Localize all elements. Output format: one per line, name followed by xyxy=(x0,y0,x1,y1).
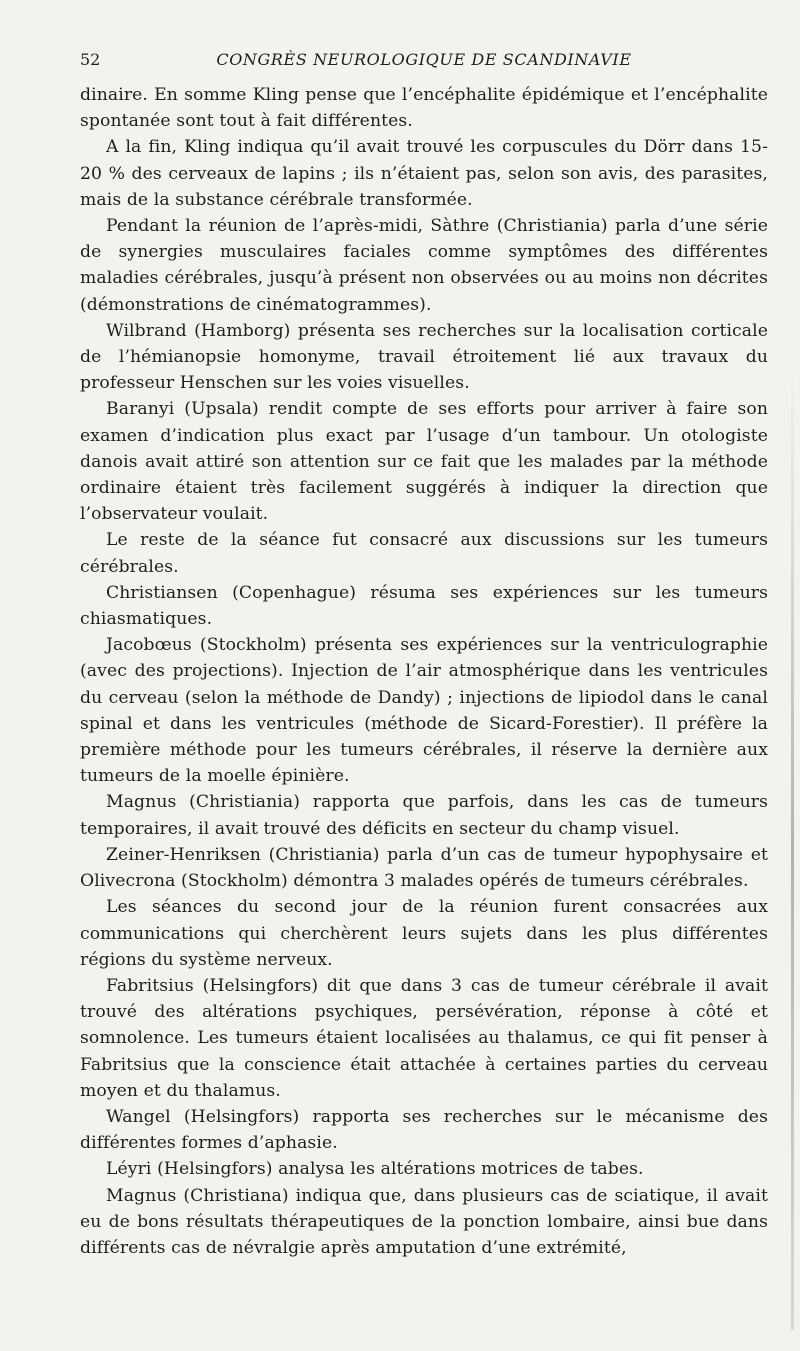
paragraph-leyri: Léyri (Helsingfors) analysa les altérations motrices de tabes. xyxy=(106,1159,644,1180)
body-text xyxy=(80,82,768,1261)
paragraph-christiansen: Christiansen (Copenhague) résuma ses expériences sur les tumeurs chiasmatiques. xyxy=(80,582,768,630)
paragraph-baranyi: Baranyi (Upsala) rendit compte de ses efforts pour arriver à faire son examen d’indication plus exact par l’usage d’un tambour. Un otologiste danois avait attiré son attention sur ce fait que les malades par la méthode ordinaire étaient très facilement suggérés à indiquer la direction que l’observateur voulait. xyxy=(80,399,768,525)
paragraph-magnus-1: Magnus (Christiania) rapporta que parfois, dans les cas de tumeurs temporaires, il avait trouvé des déficits en secteur du champ visuel. xyxy=(80,792,768,839)
paragraph-magnus-2: Magnus (Christiana) indiqua que, dans plusieurs cas de sciatique, il avait eu de bons résultats thérapeutiques de la ponction lombaire, ainsi bue dans différents cas de névralgie après amputation d’une extrémité, xyxy=(80,1185,768,1258)
running-header xyxy=(80,44,768,74)
paragraph-seance-tumeurs: Le reste de la séance fut consacré aux discussions sur les tumeurs cérébrales. xyxy=(80,530,768,577)
page-number: 52 xyxy=(80,50,101,69)
paragraph-zeiner-henriksen: Zeiner-Henriksen (Christiania) parla d’un cas de tumeur hypophysaire et Olivecrona (Stockholm) démontra 3 malades opérés de tumeurs cérébrales. xyxy=(80,844,768,892)
paragraph-sathre: Pendant la réunion de l’après-midi, Sàthre (Christiania) parla d’une série de synergies musculaires faciales comme symptômes des différentes maladies cérébrales, jusqu’à présent non observées ou au moins non décrites (démonstrations de cinématogrammes). xyxy=(80,216,768,315)
paragraph-jacobaeus: Jacobœus (Stockholm) présenta ses expériences sur la ventriculographie (avec des projections). Injection de l’air atmosphérique dans les ventricules du cerveau (selon la méthode de Dandy) ; injections de lipiodol dans le canal spinal et dans les ventricules (méthode de Sicard-Forestier). Il préfère la première méthode pour les tumeurs cérébrales, il réserve la dernière aux tumeurs de la moelle épinière. xyxy=(80,635,768,787)
paragraph-wangel: Wangel (Helsingfors) rapporta ses recherches sur le mécanisme des différentes formes d’aphasie. xyxy=(80,1106,768,1154)
running-title: CONGRÈS NEUROLOGIQUE DE SCANDINAVIE xyxy=(216,50,632,69)
page-edge-shadow xyxy=(791,370,794,1330)
paragraph-wilbrand: Wilbrand (Hamborg) présenta ses recherches sur la localisation corticale de l’hémianopsie homonyme, travail étroitement lié aux travaux du professeur Henschen sur les voies visuelles. xyxy=(80,320,768,394)
paragraph-continued: dinaire. En somme Kling pense que l’encéphalite épidémique et l’encéphalite spontanée sont tout à fait différentes. xyxy=(80,85,768,132)
paragraph-kling-dorr: A la fin, Kling indiqua qu’il avait trouvé les corpuscules du Dörr dans 15-20 % des cerveaux de lapins ; ils n’étaient pas, selon son avis, des parasites, mais de la substance cérébrale transformée. xyxy=(80,137,768,210)
paragraph-second-jour: Les séances du second jour de la réunion furent consacrées aux communications qui cherchèrent leurs sujets dans les plus différentes régions du système nerveux. xyxy=(80,897,768,970)
paragraph-fabritsius: Fabritsius (Helsingfors) dit que dans 3 cas de tumeur cérébrale il avait trouvé des altérations psychiques, persévération, réponse à côté et somnolence. Les tumeurs étaient localisées au thalamus, ce qui fit penser à Fabritsius que la conscience était attachée à certaines parties du cerveau moyen et du thalamus. xyxy=(80,975,768,1101)
page xyxy=(80,44,768,1261)
